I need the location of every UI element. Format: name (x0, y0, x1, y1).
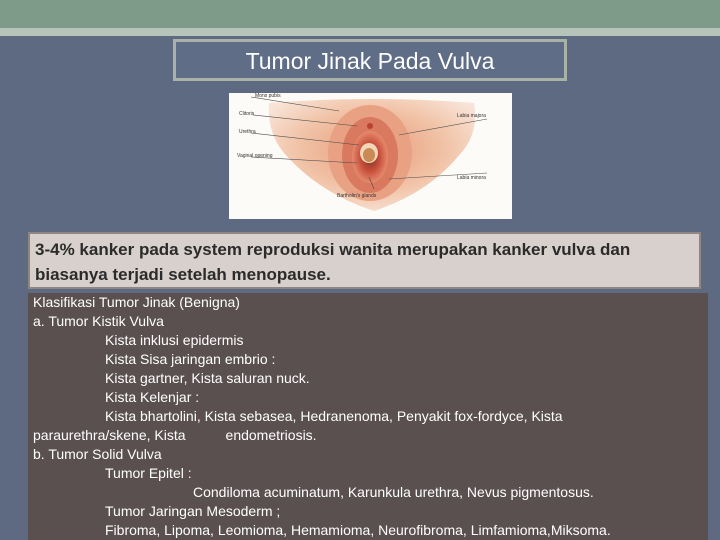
section-a-heading: a. Tumor Kistik Vulva (33, 313, 164, 329)
section-b-heading: b. Tumor Solid Vulva (33, 446, 162, 462)
section-a-item: Kista Sisa jaringan embrio : (105, 351, 276, 367)
section-b-item-detail: Fibroma, Lipoma, Leomioma, Hemamioma, Neurofibroma, Limfamioma,Miksoma. (105, 522, 611, 538)
label-mons-pubis: Mons pubis (255, 93, 281, 99)
section-a-item-continuation-part: paraurethra/skene, Kista (33, 427, 186, 443)
section-a-item: Kista Kelenjar : (105, 389, 200, 405)
section-b-item: Tumor Epitel : (105, 465, 192, 481)
section-a-item: Kista bhartolini, Kista sebasea, Hedranenoma, Penyakit fox-fordyce, Kista (105, 408, 563, 424)
slide-title: Tumor Jinak Pada Vulva (173, 39, 567, 81)
section-a-item: Kista inklusi epidermis (105, 332, 244, 348)
top-divider (0, 28, 720, 36)
section-a-item-continuation (33, 426, 703, 445)
label-labia-majora: Labia majora (457, 113, 486, 119)
section-a-item: Kista gartner, Kista saluran nuck. (105, 370, 310, 386)
label-bartholin-glands: Bartholin's glands (337, 193, 377, 199)
label-urethra: Urethra (239, 129, 256, 135)
statistic-callout: 3-4% kanker pada system reproduksi wanita merupakan kanker vulva dan biasanya terjadi setelah menopause. (28, 232, 701, 289)
section-b-item-detail: Condiloma acuminatum, Karunkula urethra, Nevus pigmentosus. (193, 484, 594, 500)
label-clitoris: Clitoris (239, 111, 255, 117)
section-b-item: Tumor Jaringan Mesoderm ; (105, 503, 281, 519)
classification-heading: Klasifikasi Tumor Jinak (Benigna) (33, 294, 240, 310)
label-labia-minora: Labia minora (457, 175, 486, 181)
label-vaginal-opening: Vaginal opening (237, 153, 273, 159)
classification-panel (28, 293, 708, 540)
section-a-item-continuation-part: endometriosis. (225, 427, 317, 443)
vulva-anatomy-illustration (229, 93, 512, 219)
top-decorative-strip (0, 0, 720, 28)
